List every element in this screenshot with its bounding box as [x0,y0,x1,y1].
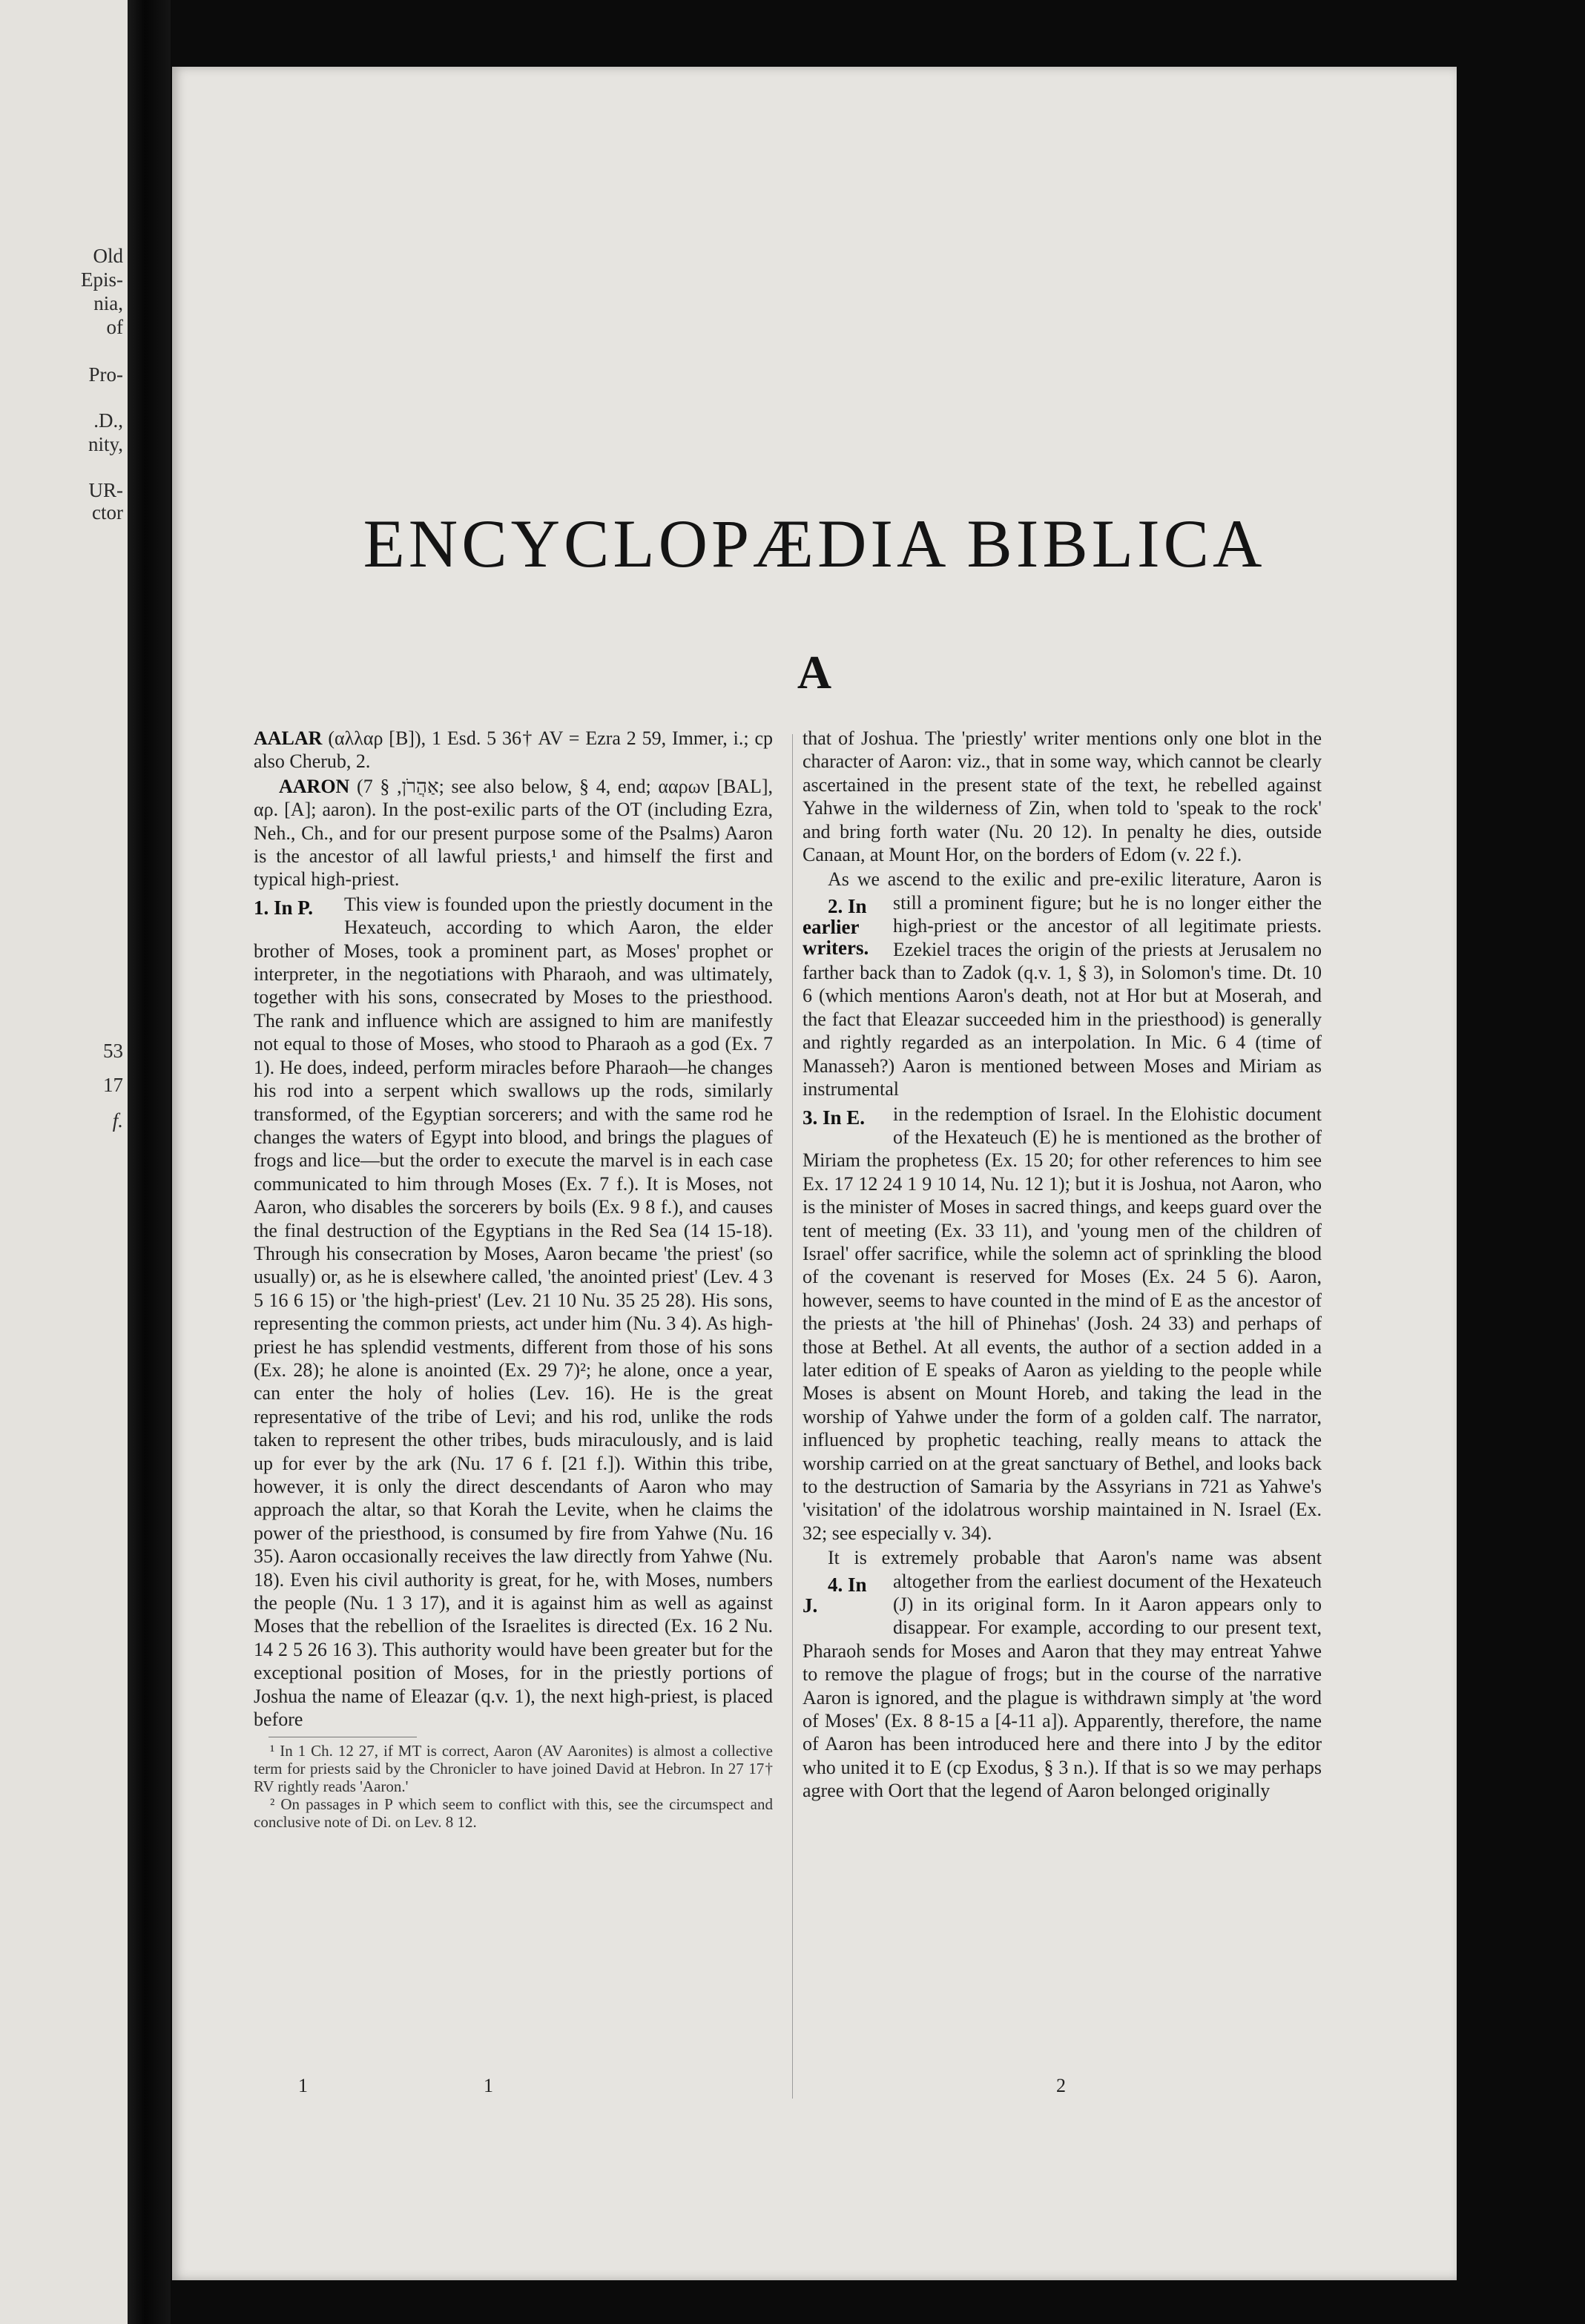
side-heading: 1. In P. [254,896,314,919]
left-column [254,727,773,1831]
entry-headword: AALAR [254,727,323,749]
column-number: 2 [1056,2075,1066,2096]
facing-page-fragment: Pro- [88,363,123,386]
paragraph [803,868,1322,1100]
footnote: ¹ In 1 Ch. 12 27, if MT is correct, Aaron (AV Aaronites) is almost a collective term for priests said by the Chronicler to have joined David at Hebron. In 27 17† RV rightly reads 'Aaron.' [254,1742,773,1796]
right-column [803,727,1322,1804]
entry-headword: AARON [279,775,350,797]
paragraph-text: in the redemption of Israel. In the Elohistic document of the Hexateuch (E) he is mentioned as the brother of Miriam the prophetess (Ex. 15 20; for other references to him see Ex. 17 12 24 1 9 10 14, Nu. 12 1); but it is Joshua, not Aaron, who is the minister of Moses in sacred things, and keeps guard over the tent of meeting (Ex. 33 11), and 'young men of the children of Israel' offer sacrifice, while the solemn act of sprinkling the blood of the covenant is reserved for Moses (Ex. 24 5 6). Aaron, however, seems to have counted in the mind of E as the ancestor of the priests at 'the hill of Phinehas' (Josh. 24 33) and perhaps of those at Bethel. At all events, the author of a section added in a later edition of E speaks of Aaron as yielding to the people while Moses is absent on Mount Horeb, and taking the lead in the worship of Yahwe under the form of a golden calf. The narrator, influenced by prophetic teaching, really means to attack the worship carried on at the great sanctuary of Bethel, and looks back to the destruction of Samaria by the Assyrians in 721 as Yahwe's 'visitation' of the idolatrous worship maintained in N. Israel (Ex. 32; see especially v. 34). [803,1103,1322,1544]
facing-page-fragment: nity, [88,433,123,455]
side-heading: 3. In E. [803,1106,866,1129]
facing-page-fragment: Epis- [81,268,123,291]
page-title: ENCYCLOPÆDIA BIBLICA [363,506,1266,581]
facing-page-fragment: f. [112,1109,123,1132]
side-heading: 2. In earlier writers. [803,894,869,959]
facing-page-fragment: ctor [92,501,123,524]
paragraph-in-p [254,893,773,1732]
section-letter: A [797,646,832,699]
entry-aalar [254,727,773,773]
facing-page-fragment: nia, [93,292,123,314]
footnotes [254,1742,773,1831]
entry-text: (אַהֲרֹן, § 7; see also below, § 4, end; ααρων [BAL], αρ. [A]; aaron). In the post-exilic parts of the OT (including Ezra, Neh., Ch., and for our present purpose some of the Psalms) Aaron is the ancestor of all lawful priests,¹ and himself the first and typical high-priest. [254,775,773,891]
paragraph-text: This view is founded upon the priestly document in the Hexateuch, according to which Aaron, the elder brother of Moses, took a prominent part, as Moses' prophet or interpreter, in the negotiations with Pharaoh, and was ultimately, together with his sons, consecrated by Moses to the priesthood. The rank and influence which are assigned to him are manifestly not equal to those of Moses, who stood to Pharaoh as a god (Ex. 7 1). He does, indeed, perform miracles before Pharaoh—he changes his rod into a serpent which swallows up the rods, similarly transformed, of the Egyptian sorcerers; and with the same rod he changes the waters of Egypt into blood, and brings the plagues of frogs and lice—but the order to execute the marvel is in each case communicated to him through Moses (Ex. 7 f.). It is Moses, not Aaron, who disables the sorcerers by boils (Ex. 9 8 f.), and causes the final destruction of the Egyptians in the Red Sea (14 15-18). Through his consecration by Moses, Aaron became 'the priest' (so usually) or, as he is elsewhere called, 'the anointed priest' (Lev. 4 3 5 16 6 15) or 'the high-priest' (Lev. 21 10 Nu. 35 25 28). His sons, representing the common priests, act under him (Nu. 3 4). As high-priest he has splendid vestments, different from those of his sons (Ex. 28); he alone is anointed (Ex. 29 7)²; he alone, once a year, can enter the holy of holies (Lev. 16). He is the great representative of the tribe of Levi; and his rod, unlike the rods taken to represent the other tribes, buds miraculously, and is laid up for ever by the ark (Nu. 17 6 f. [21 f.]). Within this tribe, however, it is only the direct descendants of Aaron who may approach the altar, so that Korah the Levite, when he claims the power of the priesthood, is consumed by fire from Yahwe (Nu. 16 35). Aaron occasionally receives the law directly from Yahwe (Nu. 18). Even his civil authority is great, for he, with Moses, numbers the people (Nu. 1 3 17), and it is against him as well as against Moses that the rebellion of the Israelites is directed (Ex. 16 2 Nu. 14 2 5 26 16 3). This authority would have been greater but for the exceptional position of Moses, for in the priestly portions of Joshua the name of Eleazar (q.v. 1), the next high-priest, is placed before [254,893,773,1731]
page-number: 1 [298,2075,308,2096]
facing-page-fragment: .D., [93,409,123,432]
paragraph-text: As we ascend to the exilic and pre-exilic literature, Aaron is still a prominent figure; but he is no longer [828,868,1322,914]
paragraph: that of Joshua. The 'priestly' writer mentions only one blot in the character of Aaron: viz., that in some way, which cannot be clearly ascertained in the present state of the text, he rebelled against Yahwe in the wilderness of Zin, when told to 'speak to the rock' and bring forth water (Nu. 20 12). In penalty he dies, outside Canaan, at Mount Hor, on the borders of Edom (v. 22 f.). [803,727,1322,866]
entry-text: (αλλαρ [B]), 1 Esd. 5 36† AV = Ezra 2 59, Immer, i.; cp also Cherub, 2. [254,727,773,773]
paragraph-text: either the high-priest or the ancestor of all legitimate priests. Ezekiel traces the origin of the priests at Jerusalem no farther back than to Zadok (q.v. 1, § 3), in Solomon's time. Dt. 10 6 (which mentions Aaron's death, not at Hor but at Moserah, and the fact that Eleazar succeeded him in the priesthood) is generally and rightly regarded as an interpolation. In Mic. 6 4 (time of Manasseh?) Aaron is mentioned between Moses and Miriam as instrumental [803,891,1322,1100]
entry-aaron [254,775,773,891]
book-gutter [128,0,171,2324]
column-number: 1 [484,2075,493,2096]
facing-page [0,0,128,2324]
encyclopedia-page [172,67,1457,2280]
facing-page-fragment: of [106,316,123,338]
paragraph-in-e [803,1103,1322,1545]
paragraph-text: It is extremely probable that Aaron's name was absent altogether from the earliest document of the Hexateuch [828,1547,1322,1592]
side-heading: 4. In J. [803,1573,867,1617]
paragraph [803,1546,1322,1802]
facing-page-fragment: 17 [103,1074,123,1096]
paragraph-text: (J) in its original form. In it Aaron appears only to disappear. For example, according to our present text, Pharaoh sends for Moses and Aaron that they may entreat Yahwe to remove the plague of frogs; but in the course of the narrative Aaron is ignored, and the plague is withdrawn simply at 'the word of Moses' (Ex. 8 8-15 a [4-11 a]). Apparently, therefore, the name of Aaron has been introduced here and there into J by the editor who united it to E (cp Exodus, § 3 n.). If that is so we may perhaps agree with Oort that the legend of Aaron belonged originally [803,1594,1322,1802]
facing-page-fragment: UR- [88,479,123,501]
column-divider [792,734,793,2099]
footnote: ² On passages in P which seem to conflict with this, see the circumspect and conclusive note of Di. on Lev. 8 12. [254,1795,773,1832]
facing-page-fragment: Old [93,245,123,267]
facing-page-fragment: 53 [103,1040,123,1062]
